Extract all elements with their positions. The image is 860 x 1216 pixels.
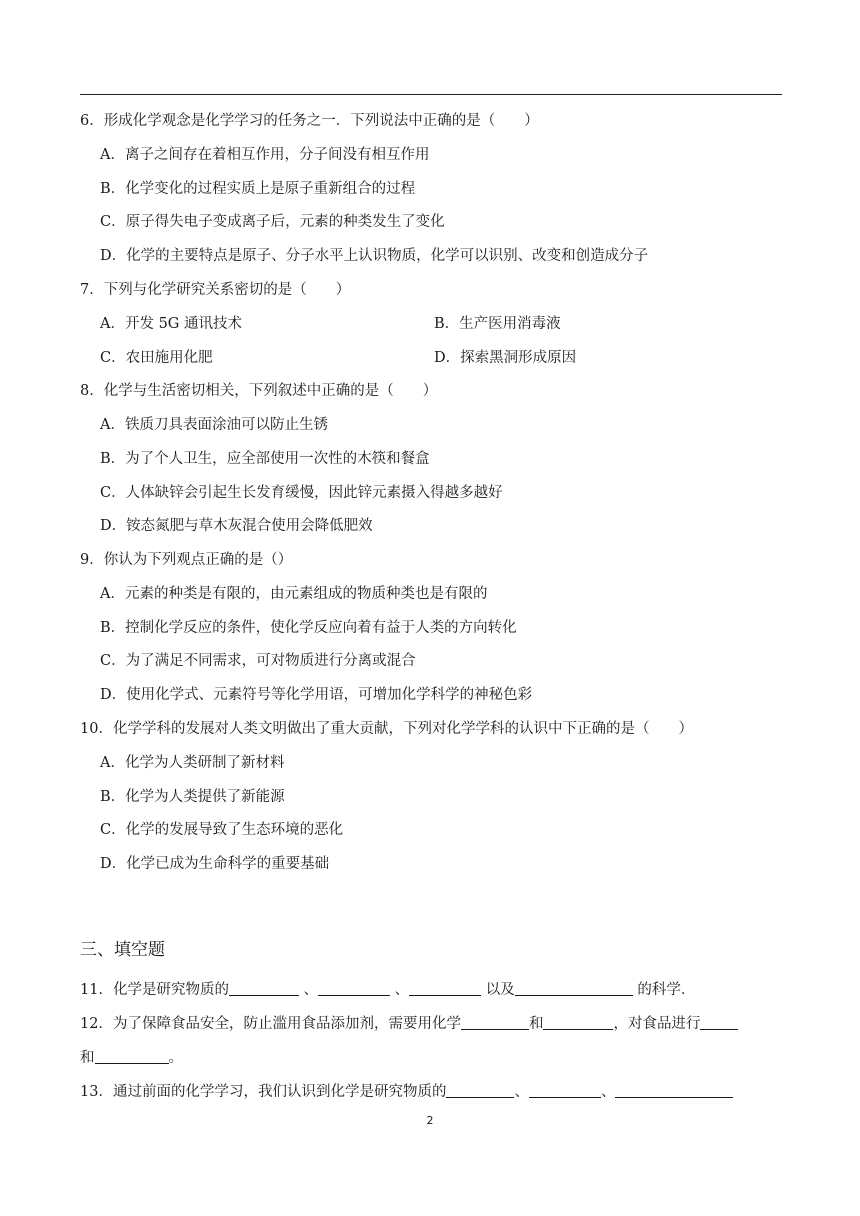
q10-option-c: C．化学的发展导致了生态环境的恶化 (100, 822, 344, 838)
q6-stem: 6．形成化学观念是化学学习的任务之一．下列说法中正确的是（ ） (80, 113, 539, 129)
q13-line (80, 1081, 733, 1102)
q8-stem: 8．化学与生活密切相关，下列叙述中正确的是（ ） (80, 383, 438, 399)
q10-option-a: A．化学为人类研制了新材料 (100, 755, 285, 771)
q9-stem: 9．你认为下列观点正确的是（） (80, 552, 293, 568)
q13-text-3: 、 (600, 1084, 616, 1100)
q10-option-d: D．化学已成为生命科学的重要基础 (100, 856, 330, 872)
q6-option-a: A．离子之间存在着相互作用，分子间没有相互作用 (100, 147, 430, 163)
q11-text-4: 以及 (485, 982, 515, 998)
q8-option-d: D．铵态氮肥与草木灰混合使用会降低肥效 (100, 518, 373, 534)
q12-text-3: ，对食品进行 (613, 1016, 701, 1032)
q11-blank-3[interactable] (409, 979, 481, 996)
q12-line-2 (80, 1047, 183, 1068)
q11-blank-4[interactable] (515, 979, 633, 996)
q11-text-3: 、 (394, 982, 410, 998)
q10-option-b: B．化学为人类提供了新能源 (100, 789, 285, 805)
q7-stem: 7．下列与化学研究关系密切的是（ ） (80, 282, 351, 298)
q13-blank-1[interactable] (446, 1081, 514, 1098)
q9-option-d: D．使用化学式、元素符号等化学用语，可增加化学科学的神秘色彩 (100, 687, 533, 703)
q11-blank-1[interactable] (229, 979, 299, 996)
q11-text-5: 的科学． (637, 982, 696, 998)
q12-blank-3[interactable] (700, 1013, 738, 1030)
q13-blank-2[interactable] (529, 1081, 601, 1098)
q11-line (80, 979, 695, 1000)
q7-option-c: C．农田施用化肥 (100, 350, 213, 366)
q10-stem: 10．化学学科的发展对人类文明做出了重大贡献，下列对化学学科的认识中下正确的是（ ） (80, 721, 693, 737)
q6-option-c: C．原子得失电子变成离子后，元素的种类发生了变化 (100, 214, 445, 230)
q6-option-d: D．化学的主要特点是原子、分子水平上认识物质，化学可以识别、改变和创造成分子 (100, 248, 649, 264)
q12-blank-4[interactable] (95, 1047, 169, 1064)
q12-text-4: 和 (80, 1050, 95, 1066)
q9-option-a: A．元素的种类是有限的，由元素组成的物质种类也是有限的 (100, 586, 488, 602)
section-heading-fill-in: 三、填空题 (80, 940, 165, 960)
q9-option-c: C．为了满足不同需求，可对物质进行分离或混合 (100, 653, 416, 669)
q12-text-5: 。 (168, 1050, 183, 1066)
q13-text-1: 13．通过前面的化学学习，我们认识到化学是研究物质的 (80, 1084, 447, 1100)
q7-option-b: B．生产医用消毒液 (434, 316, 561, 332)
q8-option-b: B．为了个人卫生，应全部使用一次性的木筷和餐盒 (100, 451, 430, 467)
q7-option-d: D．探索黑洞形成原因 (434, 350, 577, 366)
q13-blank-3[interactable] (615, 1081, 733, 1098)
q8-option-a: A．铁质刀具表面涂油可以防止生锈 (100, 417, 328, 433)
q6-option-b: B．化学变化的过程实质上是原子重新组合的过程 (100, 181, 416, 197)
q12-text-1: 12．为了保障食品安全，防止滥用食品添加剂，需要用化学 (80, 1016, 461, 1032)
q8-option-c: C．人体缺锌会引起生长发育缓慢，因此锌元素摄入得越多越好 (100, 485, 503, 501)
q13-text-2: 、 (514, 1084, 529, 1100)
q9-option-b: B．控制化学反应的条件，使化学反应向着有益于人类的方向转化 (100, 620, 517, 636)
page-number: 2 (426, 1114, 434, 1127)
q7-option-a: A．开发 5G 通讯技术 (100, 316, 242, 332)
q12-blank-2[interactable] (543, 1013, 613, 1030)
q12-blank-1[interactable] (461, 1013, 529, 1030)
q12-line (80, 1013, 738, 1034)
q11-text-1: 11．化学是研究物质的 (80, 982, 229, 998)
header-rule (80, 94, 782, 95)
q11-blank-2[interactable] (318, 979, 390, 996)
q12-text-2: 和 (528, 1016, 544, 1032)
q11-text-2: 、 (303, 982, 319, 998)
